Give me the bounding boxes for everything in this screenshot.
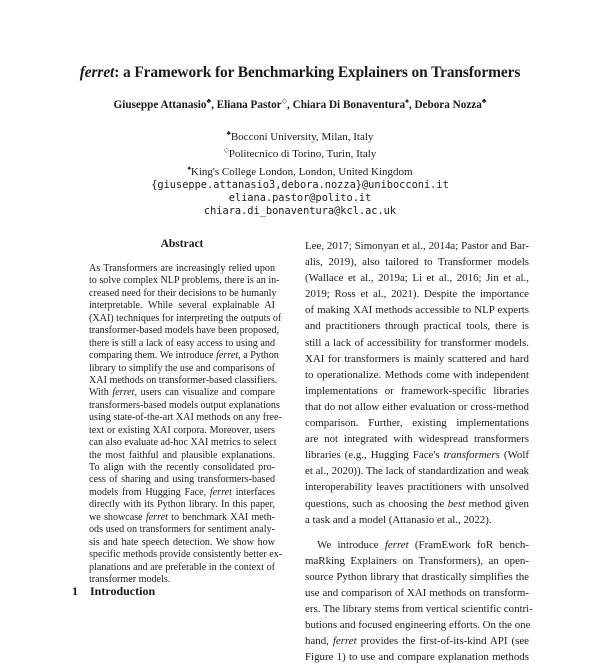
text-line: use and comparison of XAI methods on transform- <box>305 586 529 599</box>
title-rest: : a Framework for Benchmarking Explainers on Transformers <box>114 64 521 81</box>
text-line: XAI for transformers is mainly scattered and hard <box>305 352 529 365</box>
text-line: hand, ferret provides the first-of-its-kind API (see <box>305 635 529 648</box>
author-name: Giuseppe Attanasio <box>113 99 207 111</box>
email: eliana.pastor@polito.it <box>228 192 372 205</box>
email: chiara.di_bonaventura@kcl.ac.uk <box>203 205 397 218</box>
affiliation-mark: ♠ <box>405 97 409 105</box>
text-line: text or existing XAI corpora. Moreover, users <box>89 424 275 436</box>
text-line: comparison. Further, existing implementations <box>305 417 529 430</box>
text-line: we showcase ferret to benchmark XAI meth- <box>89 511 275 523</box>
text-line: questions, such as choosing the best method given <box>305 497 529 510</box>
text-line: et al., 2020)). The lack of standardization and weak <box>305 465 529 478</box>
text-line: alis, 2019), also tailored to Transformer models <box>305 256 529 269</box>
text-line: the most faithful and plausible explanations. <box>89 449 275 461</box>
text-line: libraries (e.g., Hugging Face's transformers (Wolf <box>305 449 529 462</box>
text-line: Figure 1) to use and compare explanation methods <box>305 651 529 664</box>
text-line: are not integrated with widespread transformers <box>305 433 529 446</box>
author-name: Eliana Pastor <box>216 99 282 111</box>
text-line: of making XAI methods accessible to NLP experts <box>305 304 529 317</box>
affiliation-mark: ◇ <box>223 147 229 155</box>
text-line: interpretable. While several explainable AI <box>89 300 275 312</box>
section-number: 1 <box>72 584 78 598</box>
paragraph-gap <box>305 528 529 537</box>
text-line: library to simplify the use and comparisons of <box>89 362 275 374</box>
affiliation-mark: ♣ <box>206 97 212 105</box>
text-line: directly with its Python library. In this paper, <box>89 499 275 511</box>
text-line: 2019; Ross et al., 2021). Despite the importance <box>305 288 529 301</box>
text-line: butions and focused engineering efforts. On the one <box>305 619 531 632</box>
affiliations-block <box>0 127 600 219</box>
affiliation <box>0 127 600 144</box>
text-line: source Python library that drastically simplifies the <box>305 570 529 583</box>
abstract-body <box>89 263 283 586</box>
text-line: comparing them. We introduce ferret, a Python <box>89 350 279 362</box>
affiliation-mark: ♣ <box>481 97 487 105</box>
text-line: (XAI) techniques for interpreting the outputs of <box>89 312 282 324</box>
text-line: implementations or framework-specific libraries <box>305 384 529 397</box>
paper-title <box>0 64 600 82</box>
text-line: transformer-based models have been proposed, <box>89 325 280 337</box>
affiliation-text: King's College London, London, United Kingdom <box>190 165 413 178</box>
text-line: interoperability leaves practitioners with unsolved <box>305 481 529 494</box>
text-line: planations and are preferable in the context of <box>89 561 275 573</box>
text-line: to solve complex NLP problems, there is an in- <box>89 275 280 287</box>
affiliation-mark: ◇ <box>281 97 288 105</box>
affiliation <box>0 144 600 161</box>
section-heading <box>72 584 155 599</box>
text-line: cess of sharing and using transformers-based <box>89 474 275 486</box>
text-line: To align with the recently consolidated pro- <box>89 462 275 473</box>
author-list: Giuseppe Attanasio♣, Eliana Pastor◇, Chiara Di Bonaventura♠, Debora Nozza♣ <box>113 97 487 111</box>
affiliation-mark: ♣ <box>226 130 231 137</box>
text-line: to operationalize. Methods come with independent <box>305 368 529 381</box>
text-line: a task and a model (Attanasio et al., 2022). <box>305 513 492 526</box>
abstract-heading: Abstract <box>160 238 204 250</box>
text-line: We introduce ferret (FramEwork foR bench- <box>317 538 529 551</box>
section-title: Introduction <box>90 584 156 598</box>
text-line: As Transformers are increasingly relied upon <box>89 263 275 274</box>
title-library-name: ferret <box>79 64 115 81</box>
affiliation-text: Politecnico di Torino, Turin, Italy <box>228 148 377 161</box>
text-line: ers. The library stems from vertical scientific contri- <box>305 603 533 616</box>
affiliation-mark: ♠ <box>187 164 191 172</box>
text-line: Lee, 2017; Simonyan et al., 2014a; Pastor and Bar- <box>305 240 529 252</box>
text-line: transformers-based models output explanations <box>89 399 280 411</box>
text-line: models from Hugging Face, ferret interfaces <box>89 486 275 498</box>
text-line: there is still a lack of easy access to using and <box>89 337 275 349</box>
author-name: Debora Nozza <box>414 99 482 111</box>
text-line: XAI methods on transformer-based classifiers. <box>89 374 278 386</box>
text-line: maRking Explainers on Transformers), an open- <box>305 554 529 567</box>
text-line: specific methods provide consistently better ex- <box>89 549 283 561</box>
affiliation-text: Bocconi University, Milan, Italy <box>230 131 374 143</box>
text-line: With ferret, users can visualize and compare <box>89 387 275 399</box>
email: {giuseppe.attanasio3,debora.nozza}@unibocconi.it <box>151 178 449 191</box>
affiliation <box>0 162 600 179</box>
introduction-text <box>305 238 533 665</box>
author-name: Chiara Di Bonaventura <box>292 99 406 111</box>
text-line: and practitioners through practical tools, there is <box>305 320 529 333</box>
text-line: that do not allow either evaluation or cross-method <box>305 400 529 413</box>
text-line: (Wallace et al., 2019a; Li et al., 2016; Jin et al., <box>305 272 529 285</box>
text-line: ods used on transformers for sentiment analy- <box>89 524 275 536</box>
text-line: creased need for their decisions to be humanly <box>89 287 277 299</box>
text-line: transformer models. <box>89 573 171 585</box>
text-line: sis and hate speech detection. We show how <box>89 536 275 548</box>
text-line: can also evaluate ad-hoc XAI metrics to select <box>89 437 277 449</box>
text-line: still a lack of accessibility for transformer models. <box>305 336 529 349</box>
text-line: using state-of-the-art XAI methods on any free- <box>89 412 282 424</box>
